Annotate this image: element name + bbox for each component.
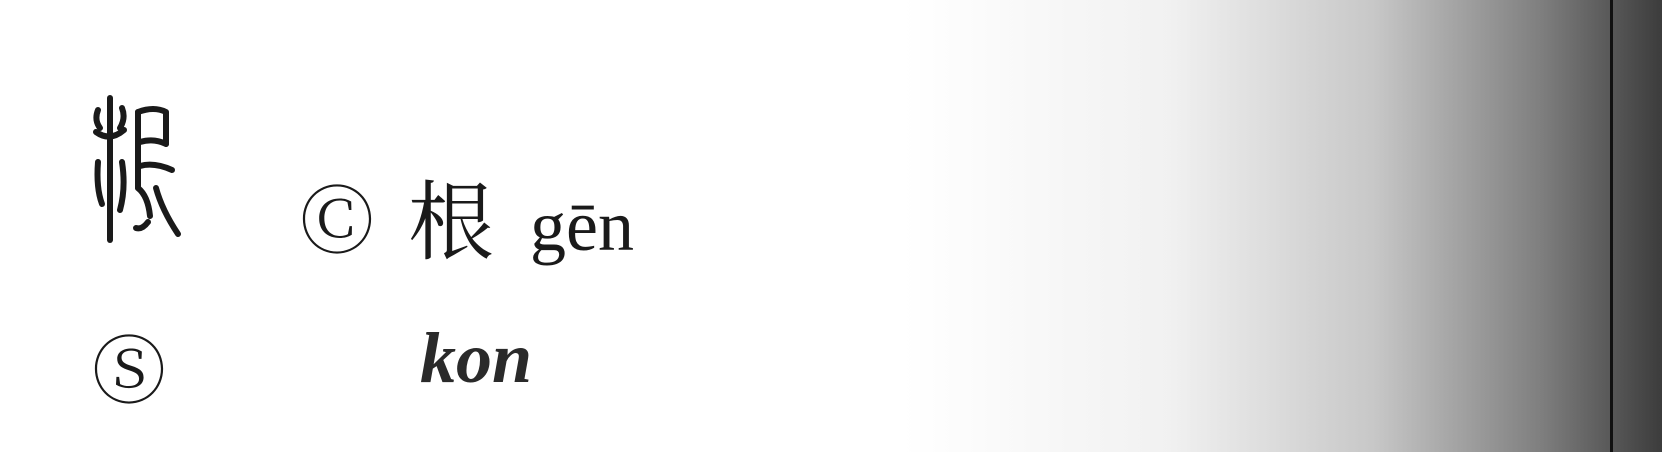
- page-edge-line: [1610, 0, 1613, 452]
- scan-shadow: [902, 0, 1662, 452]
- sino-reading: kon: [420, 318, 533, 398]
- pinyin-reading: gēn: [530, 186, 634, 266]
- chinese-reading-marker: Ⓒ: [300, 179, 374, 265]
- sino-korean-marker: Ⓢ: [92, 329, 166, 415]
- headword-character: 根: [408, 173, 494, 273]
- seal-script-glyph-icon: [92, 92, 184, 252]
